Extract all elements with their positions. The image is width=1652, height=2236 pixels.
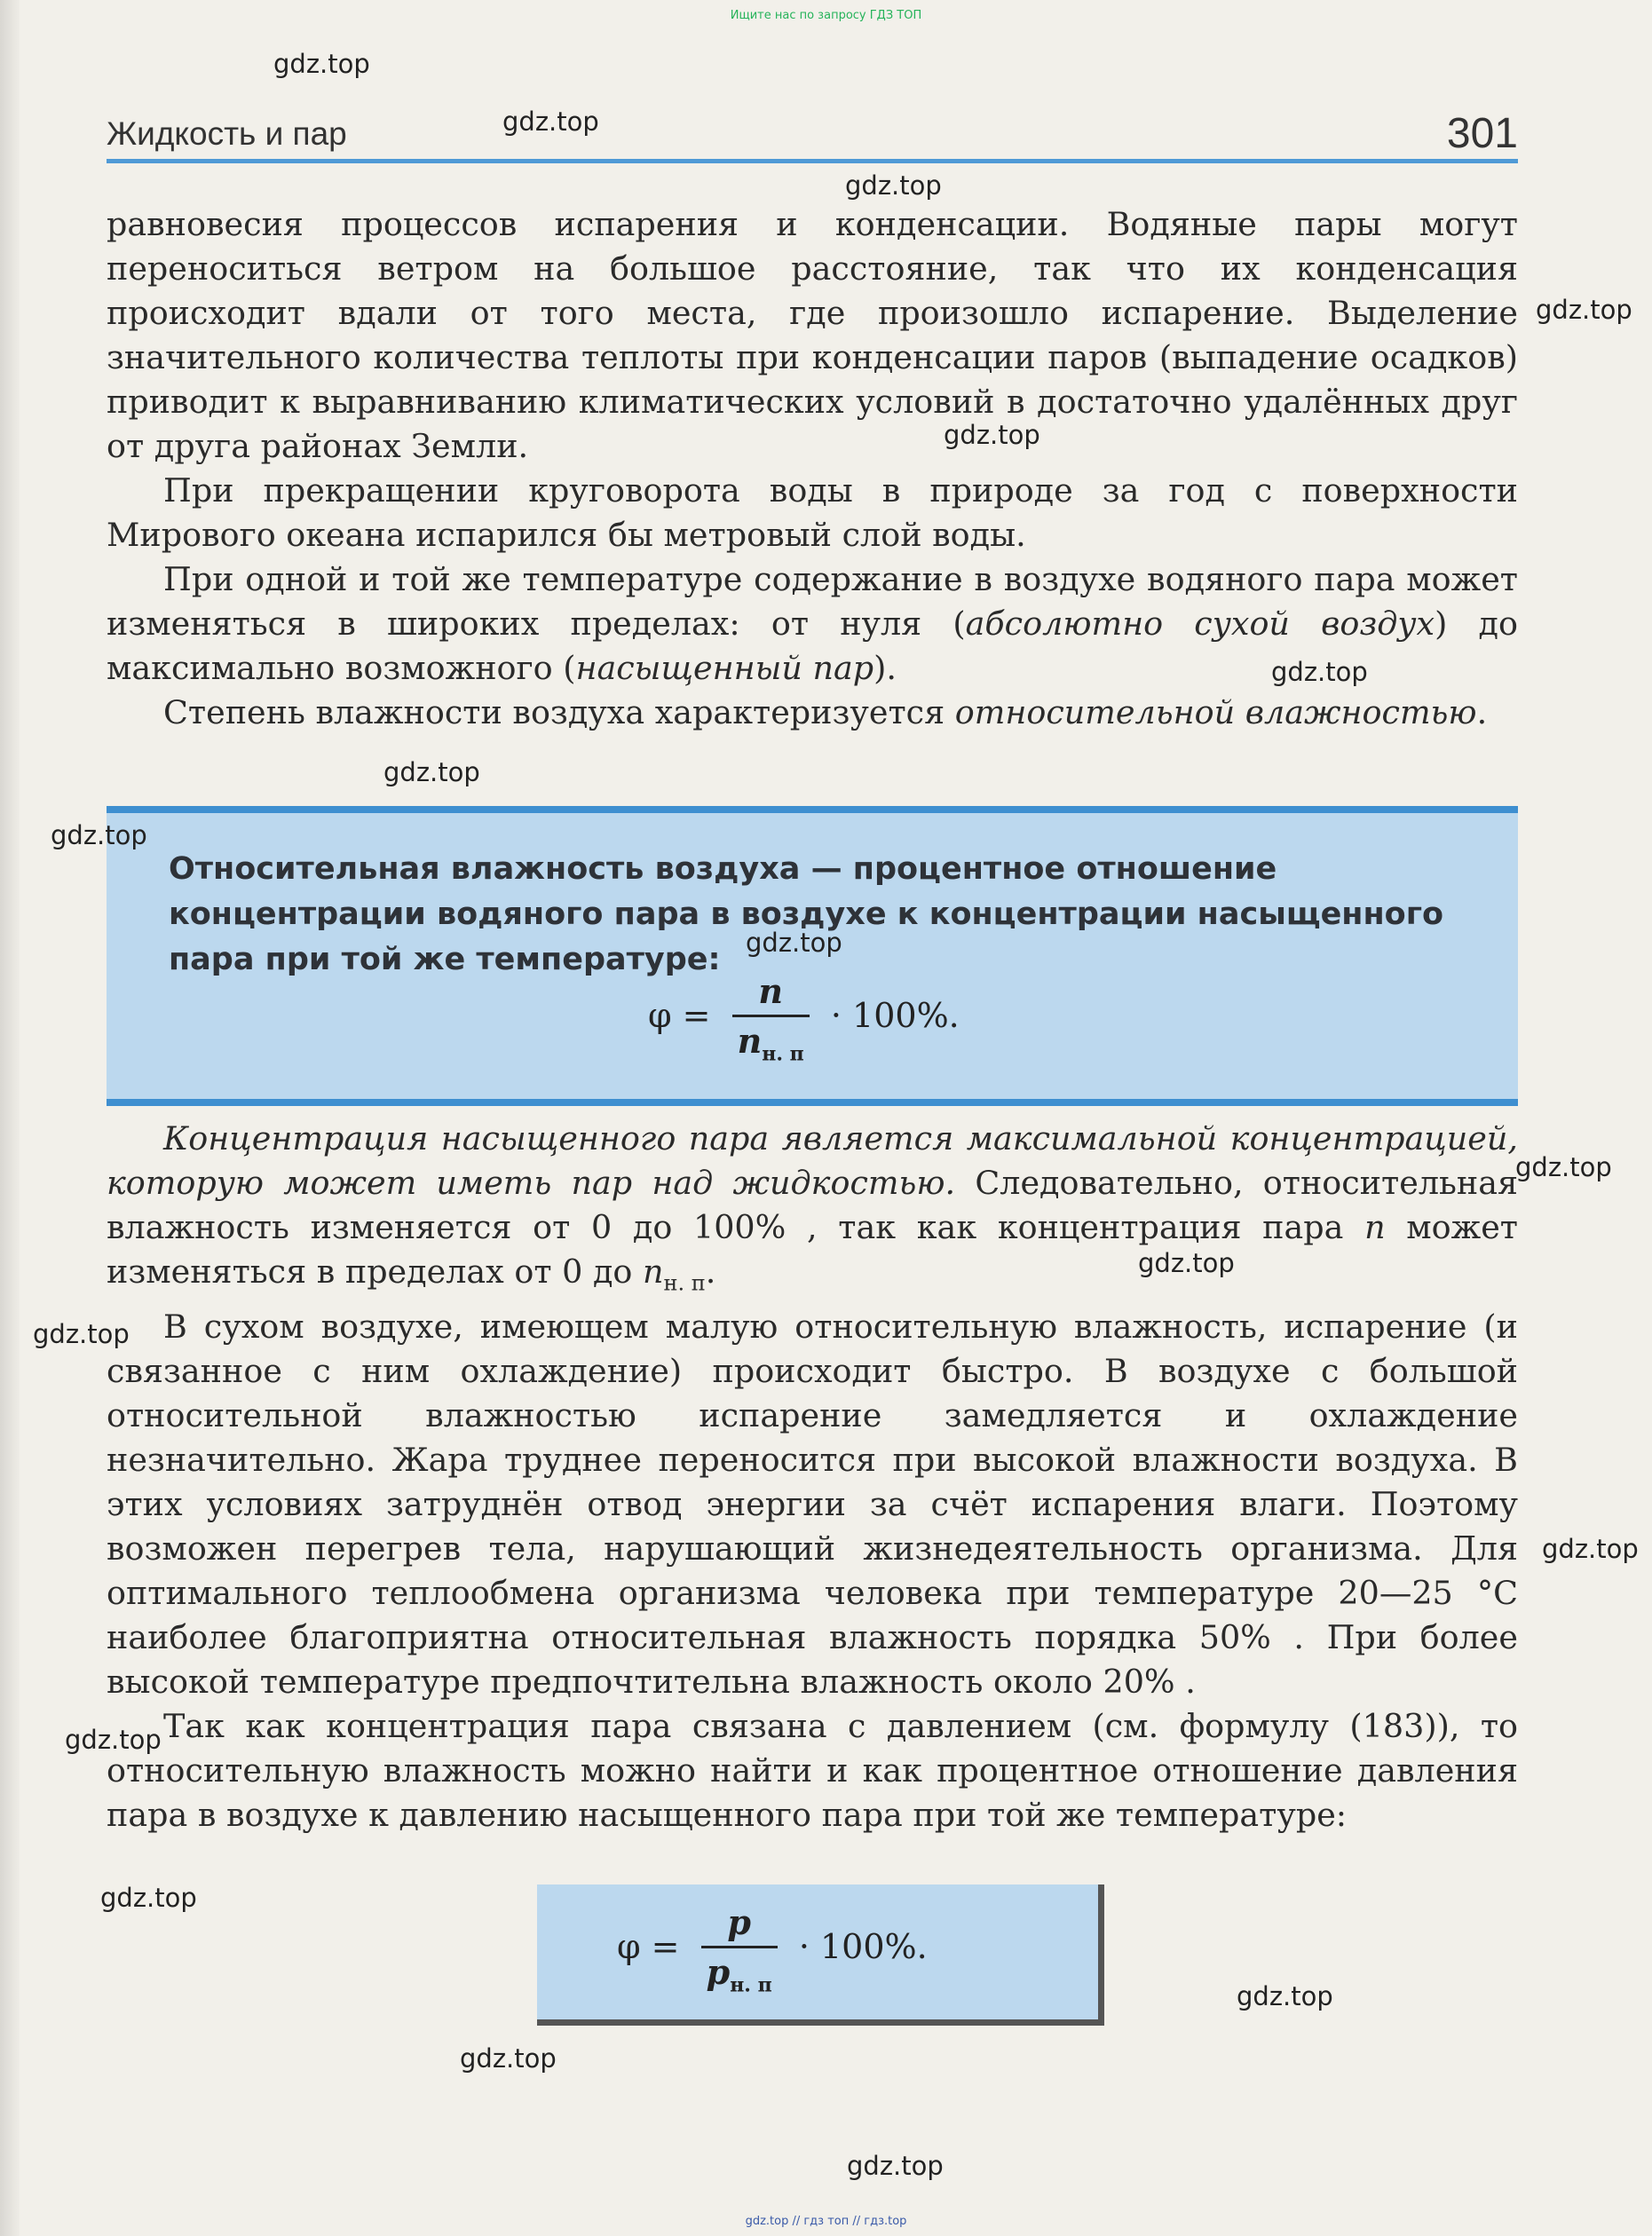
watermark: gdz.top (273, 49, 370, 79)
emphasis-saturated-vapor: насыщенный пар (575, 649, 874, 687)
paragraph-3: При одной и той же температуре содержание в воздухе водяного пара может изменяться в широких пределах: от нуля (абсолютно сухой воздух) до максимально возможного (насыщенный пар). (107, 560, 1518, 687)
formula-box (537, 1884, 1104, 2026)
emphasis-relative-humidity: относительной влажностью (954, 693, 1477, 731)
paragraph-1: равновесия процессов испарения и конденсации. Водяные пары могут переноситься ветром на большое расстояние, так что их конденсация происходит вдали от того места, где произошло испарение. Выделение значительного количества теплоты при конденсации паров (выпадение осадков) приводит к выравниванию климатических условий в достаточно удалённых друг от друга районах Земли. (107, 205, 1518, 465)
text-block-1 (107, 202, 1518, 735)
watermark: gdz.top (65, 1725, 162, 1755)
watermark: gdz.top (1237, 1981, 1333, 2011)
emphasis-max-concentration: Концентрация насыщенного пара является максимальной концентрацией, которую может иметь пар над жидкостью. (107, 1119, 1518, 1202)
paragraph-4: Степень влажности воздуха характеризуется относительной влажностью. (163, 693, 1488, 731)
fraction: $\frac{n}{n_{н. п}}$ (732, 971, 810, 1066)
paragraph-2: При прекращении круговорота воды в природе за год с поверхности Мирового океана испарился бы метровый слой воды. (107, 471, 1518, 554)
definition-text: Относительная влажность воздуха — процентное отношение концентрации водяного пара в воздухе к концентрации насыщенного пара при той же температуре: (169, 851, 1444, 977)
section-title: Жидкость и пар (107, 115, 347, 152)
watermark: gdz.top (944, 420, 1040, 450)
paragraph-6: В сухом воздухе, имеющем малую относительную влажность, испарение (и связанное с ним охлаждение) происходит быстро. В воздухе с большой относительной влажностью испарение замедляется и охлаждение незначительно. Жара труднее переносится при высокой влажности воздуха. В этих условиях затруднён отвод энергии за счёт испарения влаги. Поэтому возможен перегрев тела, нарушающий жизнедеятельность организма. Для оптимального теплообмена организма человека при температуре 20—25 °С наиболее благоприятна относительная влажность порядка 50% . При более высокой температуре предпочтительна влажность около 20% . (107, 1308, 1518, 1702)
paragraph-5: Концентрация насыщенного пара является максимальной концентрацией, которую может иметь пар над жидкостью. Следовательно, относительная влажность изменяется от 0 до 100% , так как концентрация пара n может изменяться в пределах от 0 до $n_{н. п}$. (107, 1119, 1519, 1296)
watermark: gdz.top (1271, 657, 1368, 687)
paragraph-7: Так как концентрация пара связана с давлением (см. формулу (183)), то относительную влажность можно найти и как процентное отношение давления пара в воздухе к давлению насыщенного пара при той же температуре: (107, 1707, 1518, 1835)
page-number: 301 (1446, 110, 1518, 157)
watermark: gdz.top (502, 107, 599, 137)
page-edge-shadow (0, 0, 20, 2236)
fraction: $\frac{p}{p_{н. п}}$ (701, 1902, 778, 1997)
humidity-formula-pressure: φ = $\frac{p}{p_{н. п}}$ · 100%. (617, 1902, 928, 1997)
watermark: gdz.top (100, 1883, 197, 1913)
watermark: gdz.top (51, 820, 147, 850)
watermark: gdz.top (1542, 1534, 1639, 1564)
header-rule (107, 159, 1518, 163)
watermark: gdz.top (847, 2151, 944, 2181)
watermark: gdz.top (845, 170, 942, 201)
bottom-note: gdz.top // гдз топ // гдз.top (745, 2215, 907, 2228)
text-block-2 (107, 1117, 1518, 1837)
page-header (107, 105, 1518, 160)
watermark: gdz.top (1515, 1152, 1612, 1182)
watermark: gdz.top (383, 757, 480, 787)
humidity-formula-concentration: φ = $\frac{n}{n_{н. п}}$ · 100%. (648, 971, 960, 1066)
watermark: gdz.top (460, 2043, 557, 2074)
watermark: gdz.top (1536, 295, 1632, 325)
watermark: gdz.top (1138, 1248, 1235, 1278)
watermark: gdz.top (746, 928, 842, 958)
watermark: gdz.top (33, 1319, 130, 1349)
top-note: Ищите нас по запросу ГДЗ ТОП (730, 9, 922, 22)
emphasis-dry-air: абсолютно сухой воздух (965, 604, 1435, 643)
